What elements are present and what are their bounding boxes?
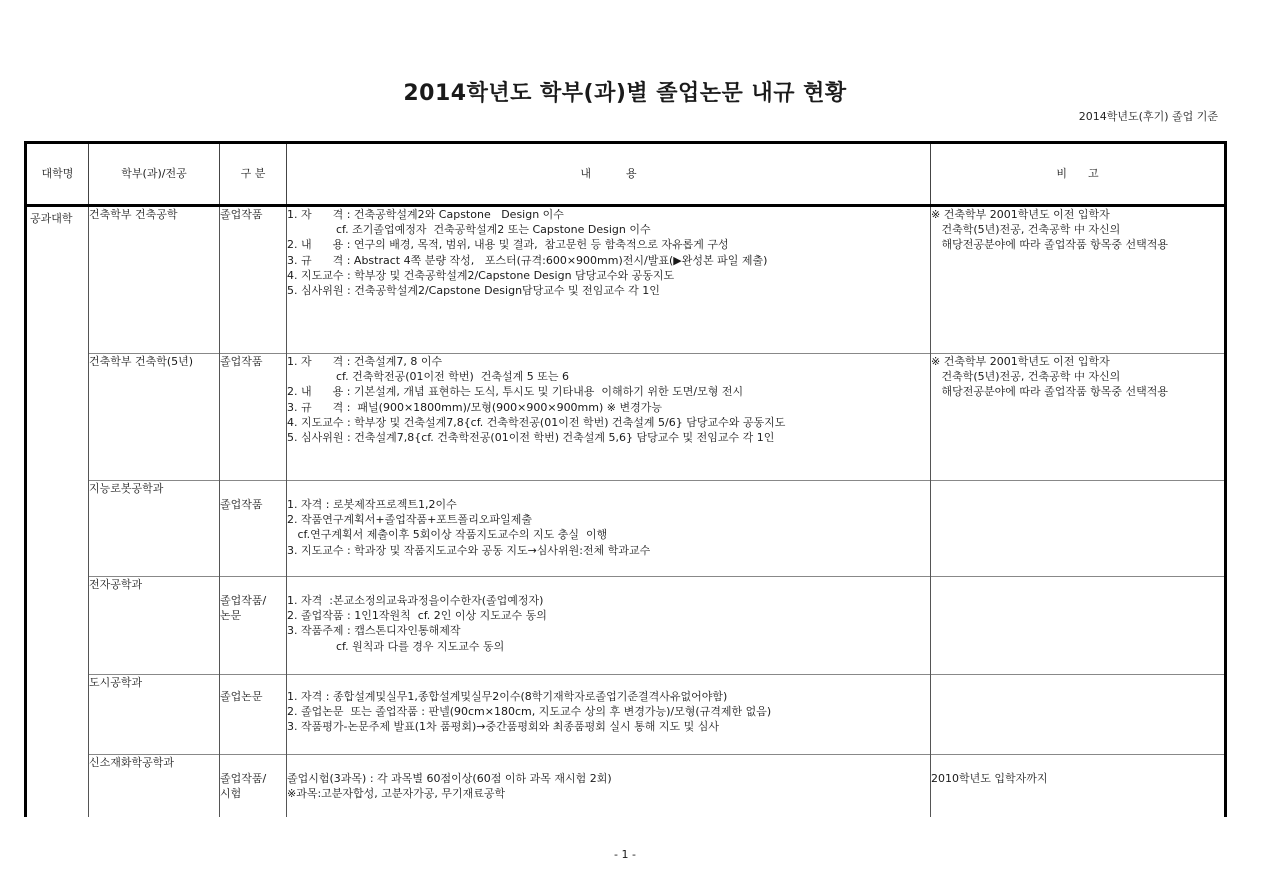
table-row bbox=[26, 481, 1226, 577]
dept-cell: 도시공학과 bbox=[89, 675, 220, 755]
header-content: 내 용 bbox=[287, 143, 931, 206]
type-cell: 졸업작품 bbox=[220, 481, 287, 577]
note-cell: 2010학년도 입학자까지 bbox=[931, 755, 1226, 817]
content-cell: 1. 자 격 : 건축설계7, 8 이수 cf. 건축학전공(01이전 학번) 건축설계 5 또는 6 2. 내 용 : 기본설계, 개념 표현하는 도식, 투시도 및 기타내용 이해하기 위한 도면/모형 전시 3. 규 격 : 패널(900×1800mm)/모형(900×900×900mm) ※ 변경가능 4. 지도교수 : 학부장 및 건축설계7,8{cf. 건축학전공(01이전 학번) 건축설계 5/6} 담당교수와 공동지도 5. 심사위원 : 건축설계7,8{cf. 건축학전공(01이전 학번) 건축설계 5,6} 담당교수 및 전임교수 각 1인 bbox=[287, 354, 931, 481]
dept-cell: 신소재화학공학과 bbox=[89, 755, 220, 817]
table-row bbox=[26, 354, 1226, 481]
content-cell: 1. 자 격 : 건축공학설계2와 Capstone Design 이수 cf. 조기졸업예정자 건축공학설계2 또는 Capstone Design 이수 2. 내 용 : 연구의 배경, 목적, 범위, 내용 및 결과, 참고문헌 등 함축적으로 자유롭게 구성 3. 규 격 : Abstract 4쪽 분량 작성, 포스터(규격:600×900mm)전시/발표(▶완성본 파일 제출) 4. 지도교수 : 학부장 및 건축공학설계2/Capstone Design 담당교수와 공동지도 5. 심사위원 : 건축공학설계2/Capstone Design담당교수 및 전임교수 각 1인 bbox=[287, 206, 931, 354]
type-cell: 졸업작품/ 논문 bbox=[220, 577, 287, 675]
dept-cell: 건축학부 건축학(5년) bbox=[89, 354, 220, 481]
dept-cell: 전자공학과 bbox=[89, 577, 220, 675]
type-cell: 졸업논문 bbox=[220, 675, 287, 755]
type-cell: 졸업작품 bbox=[220, 206, 287, 354]
note-cell bbox=[931, 577, 1226, 675]
table-row bbox=[26, 755, 1226, 817]
college-cell: 공과대학 bbox=[26, 206, 89, 817]
regulations-table bbox=[24, 141, 1227, 817]
header-college: 대학명 bbox=[26, 143, 89, 206]
dept-cell: 지능로봇공학과 bbox=[89, 481, 220, 577]
note-cell: ※ 건축학부 2001학년도 이전 입학자 건축학(5년)전공, 건축공학 中 자신의 해당전공분야에 따라 졸업작품 항목중 선택적용 bbox=[931, 206, 1226, 354]
note-cell bbox=[931, 675, 1226, 755]
header-dept: 학부(과)/전공 bbox=[89, 143, 220, 206]
table-row bbox=[26, 577, 1226, 675]
content-cell: 1. 자격 : 로봇제작프로젝트1,2이수 2. 작품연구계획서+졸업작품+포트폴리오파일제출 cf.연구계획서 제출이후 5회이상 작품지도교수의 지도 충실 이행 3. 지도교수 : 학과장 및 작품지도교수와 공동 지도→심사위원:전체 학과교수 bbox=[287, 481, 931, 577]
page-title: 2014학년도 학부(과)별 졸업논문 내규 현황 bbox=[403, 81, 847, 106]
header-type: 구 분 bbox=[220, 143, 287, 206]
content-cell: 1. 자격 : 종합설계및실무1,종합설계및실무2이수(8학기재학자로졸업기준결격사유없어야함) 2. 졸업논문 또는 졸업작품 : 판넬(90cm×180cm, 지도교수 상의 후 변경가능)/모형(규격제한 없음) 3. 작품평가-논문주제 발표(1차 품평회)→중간품평회와 최종품평회 실시 통해 지도 및 심사 bbox=[287, 675, 931, 755]
content-cell: 1. 자격 :본교소정의교육과정을이수한자(졸업예정자) 2. 졸업작품 : 1인1작원칙 cf. 2인 이상 지도교수 동의 3. 작품주제 : 캡스톤디자인통해제작 cf. 원칙과 다를 경우 지도교수 동의 bbox=[287, 577, 931, 675]
content-cell: 졸업시험(3과목) : 각 과목별 60점이상(60점 이하 과목 재시험 2회) ※과목:고분자합성, 고분자가공, 무기재료공학 bbox=[287, 755, 931, 817]
dept-cell: 건축학부 건축공학 bbox=[89, 206, 220, 354]
table-header-row bbox=[26, 143, 1226, 206]
table-row bbox=[26, 206, 1226, 354]
table-row bbox=[26, 675, 1226, 755]
page-number: - 1 - bbox=[614, 848, 636, 861]
note-cell bbox=[931, 481, 1226, 577]
type-cell: 졸업작품/ 시험 bbox=[220, 755, 287, 817]
header-note: 비 고 bbox=[931, 143, 1226, 206]
type-cell: 졸업작품 bbox=[220, 354, 287, 481]
note-cell: ※ 건축학부 2001학년도 이전 입학자 건축학(5년)전공, 건축공학 中 자신의 해당전공분야에 따라 졸업작품 항목중 선택적용 bbox=[931, 354, 1226, 481]
document-subtitle: 2014학년도(후기) 졸업 기준 bbox=[1078, 110, 1218, 123]
